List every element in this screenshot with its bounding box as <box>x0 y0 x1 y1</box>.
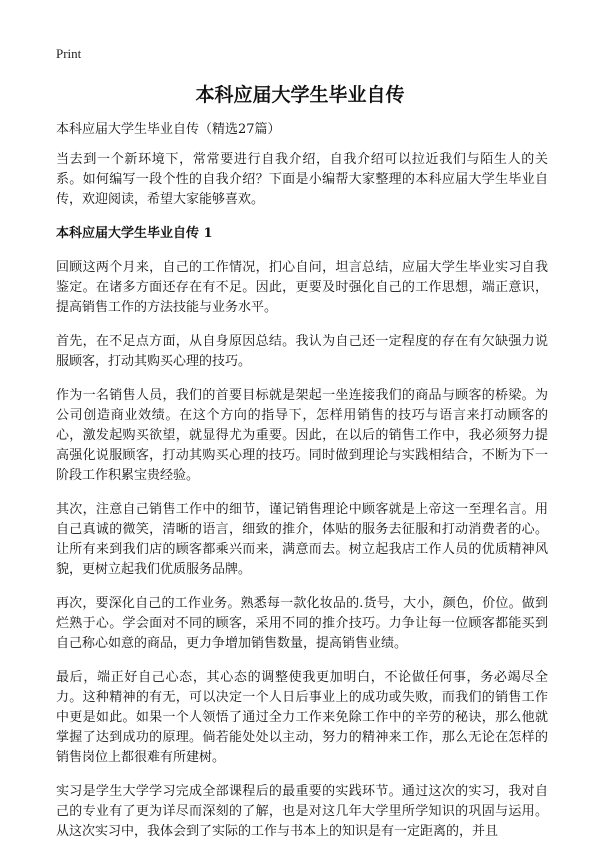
body-paragraph-7: 实习是学生大学学习完成全部课程后的最重要的实践环节。通过这次的实习，我对自己的专业有了更为详尽而深刻的了解，也是对这几年大学里所学知识的巩固与运用。从这次实习中，我体会到了实际的工作与书本上的知识是有一定距离的，并且 <box>56 784 548 839</box>
document-subtitle: 本科应届大学生毕业自传（精选27篇） <box>56 122 281 137</box>
document-body <box>56 120 548 856</box>
body-paragraph-4: 其次，注意自己销售工作中的细节，谨记销售理论中顾客就是上帝这一至理名言。用自己真诚的微笑，清晰的语言，细致的推介，体贴的服务去征服和打动消费者的心。让所有来到我们店的顾客都乘兴而来，满意而去。树立起我店工作人员的优质精神风貌，更树立起我们优质服务品牌。 <box>56 502 548 577</box>
body-paragraph-5: 再次，要深化自己的工作业务。熟悉每一款化妆品的.货号，大小，颜色，价位。做到烂熟于心。学会面对不同的顾客，采用不同的推介技巧。力争让每一位顾客都能买到自己称心如意的商品，更力争增加销售数量，提高销售业绩。 <box>56 596 548 651</box>
section-heading: 本科应届大学生毕业自传 1 <box>56 226 213 241</box>
body-paragraph-1: 回顾这两个月来，自己的工作情况，扪心自问，坦言总结，应届大学生毕业实习自我鉴定。在诸多方面还存在有不足。因此，更要及时强化自己的工作思想，端正意识，提高销售工作的方法技能与业务水平。 <box>56 260 548 315</box>
body-paragraph-6: 最后，端正好自己心态，其心态的调整使我更加明白，不论做任何事，务必竭尽全力。这种精神的有无，可以决定一个人日后事业上的成功或失败，而我们的销售工作中更是如此。如果一个人领悟了通过全力工作来免除工作中的辛劳的秘诀，那么他就掌握了达到成功的原理。倘若能处处以主动，努力的精神来工作，那么无论在怎样的销售岗位上都很难有所建树。 <box>56 670 548 765</box>
intro-paragraph: 当去到一个新环境下，常常要进行自我介绍，自我介绍可以拉近我们与陌生人的关系。如何编写一段个性的自我介绍？下面是小编帮大家整理的本科应届大学生毕业自传，欢迎阅读，希望大家能够喜欢。 <box>56 152 548 207</box>
print-link[interactable]: Print <box>56 46 82 61</box>
body-paragraph-3: 作为一名销售人员，我们的首要目标就是架起一坐连接我们的商品与顾客的桥梁。为公司创造商业效绩。在这个方向的指导下，怎样用销售的技巧与语言来打动顾客的心，激发起购买欲望，就显得尤为重要。因此，在以后的销售工作中，我必须努力提高强化说服顾客，打动其购买心理的技巧。同时做到理论与实践相结合，不断为下一阶段工作积累宝贵经验。 <box>56 388 548 483</box>
body-paragraph-2: 首先，在不足点方面，从自身原因总结。我认为自己还一定程度的存在有欠缺强力说服顾客，打动其购买心理的技巧。 <box>56 334 548 369</box>
page-title: 本科应届大学生毕业自传 <box>195 84 405 106</box>
